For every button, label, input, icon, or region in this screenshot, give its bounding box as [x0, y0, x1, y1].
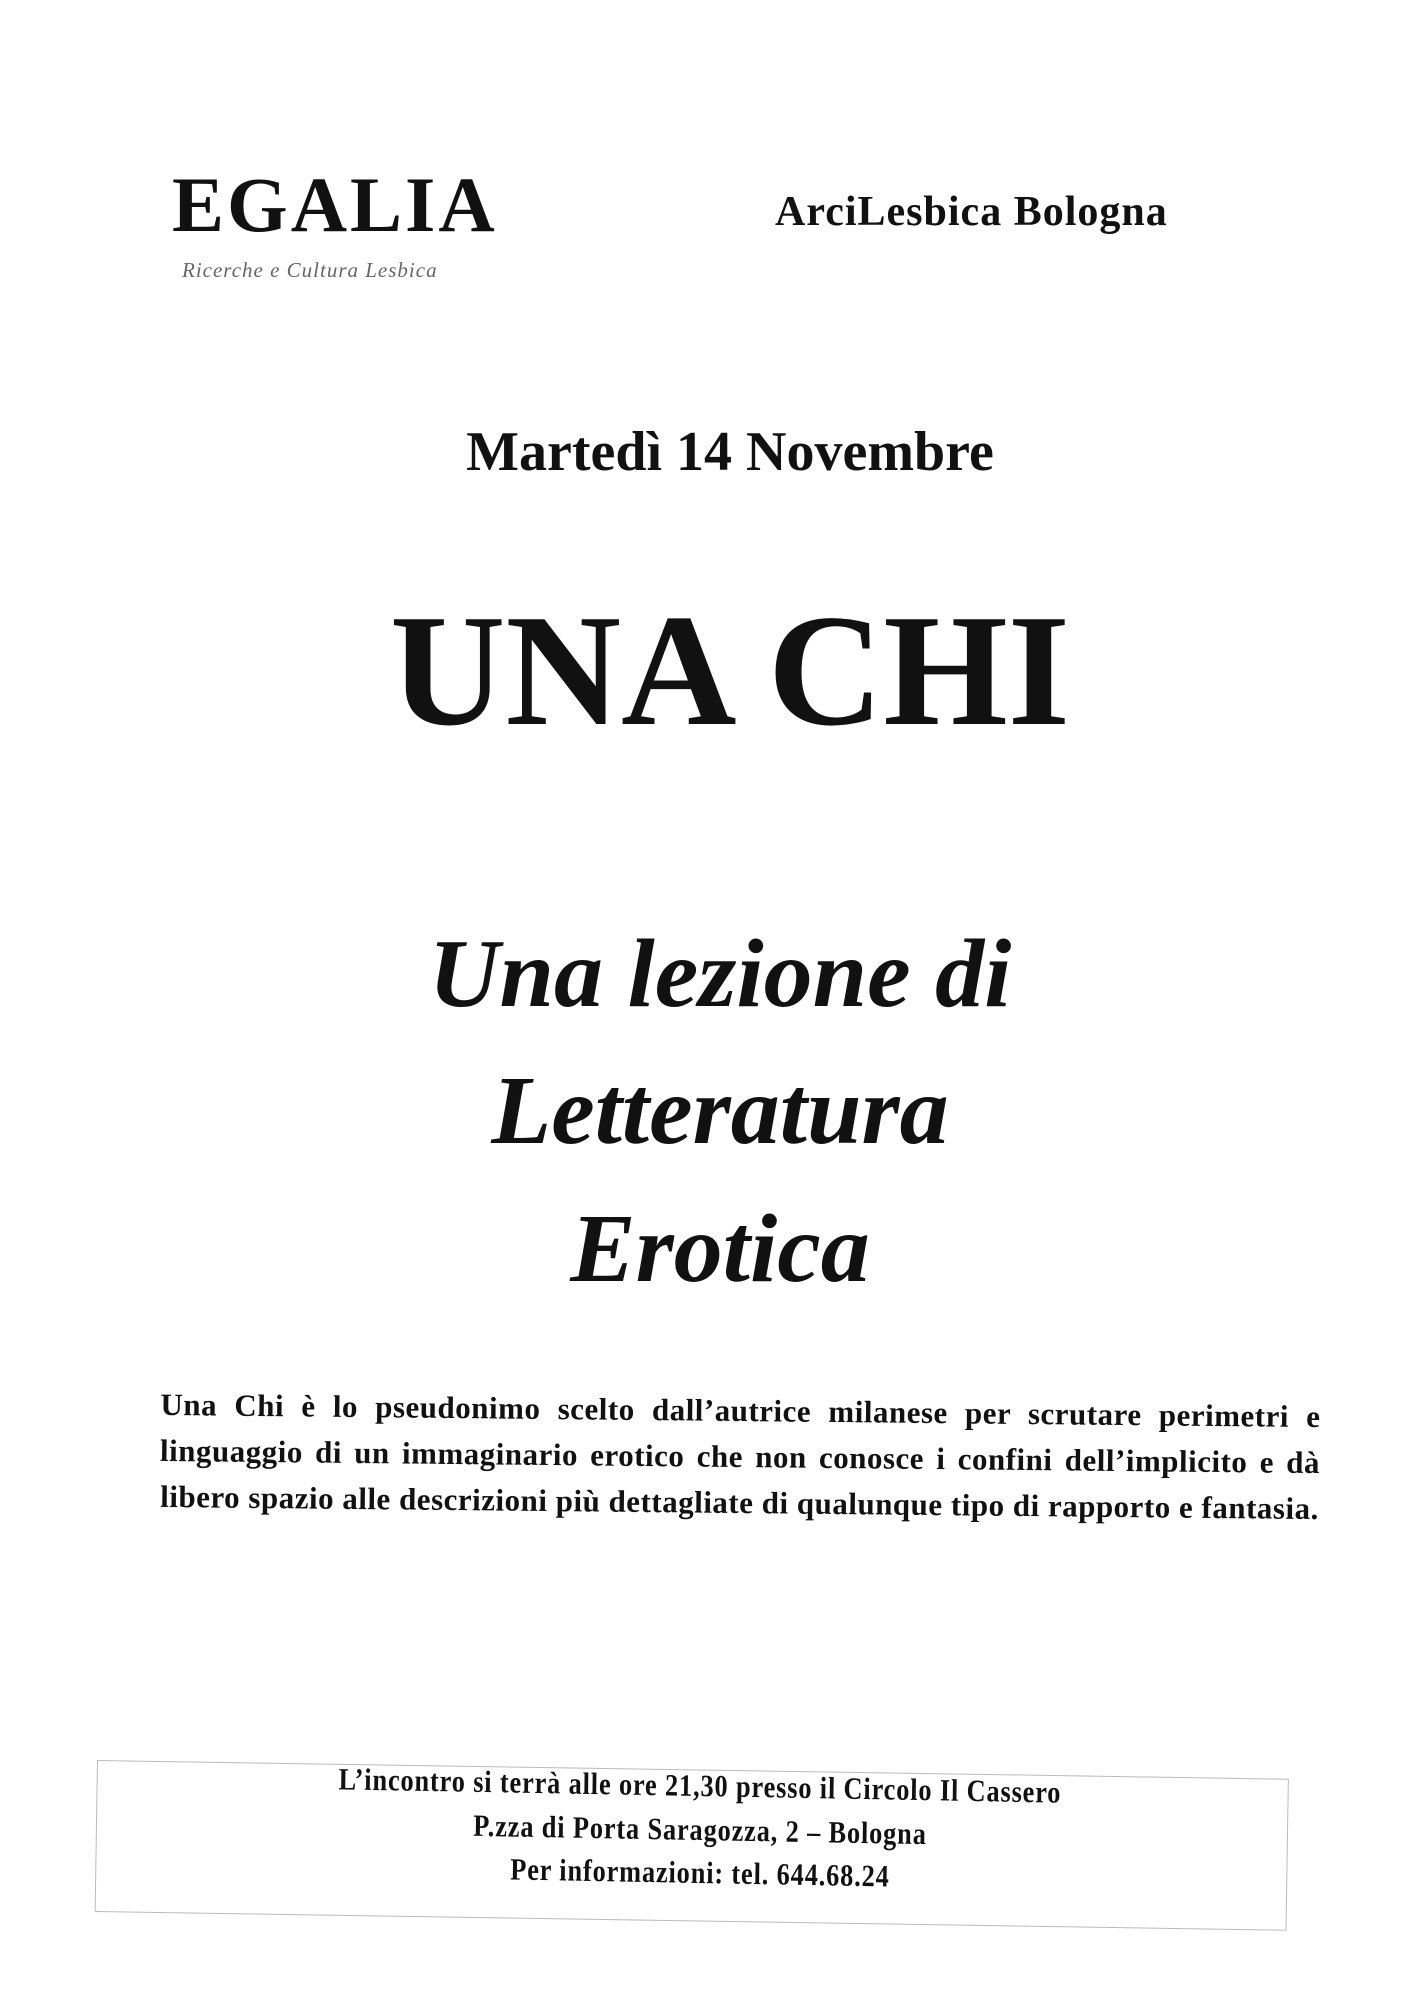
info-line-phone: Per informazioni: tel. 644.68.24	[510, 1851, 890, 1894]
event-date: Martedì 14 Novembre	[466, 421, 994, 483]
event-subtitle-line: Letteratura	[491, 1057, 949, 1165]
info-line-address: P.zza di Porta Saragozza, 2 – Bologna	[473, 1807, 927, 1852]
info-line-time-venue: L’incontro si terrà alle ore 21,30 presso il Circolo Il Cassero	[338, 1761, 1062, 1810]
event-title: UNA CHI	[389, 581, 1071, 759]
egalia-logo-subtitle: Ricerche e Cultura Lesbica	[182, 258, 438, 282]
event-subtitle-line: Erotica	[570, 1195, 870, 1303]
event-description: Una Chi è lo pseudonimo scelto dall’autrice milanese per scrutare perimetri e linguaggio di un immaginario erotico che non conosce i confini dell’implicito e dà libero spazio alle descrizioni più dettagliate di qualunque tipo di rapporto e fantasia.	[159, 1386, 1321, 1527]
event-subtitle-line: Una lezione di	[428, 920, 1012, 1028]
organization-name: ArciLesbica Bologna	[775, 189, 1168, 235]
egalia-logo-title: EGALIA	[172, 161, 498, 248]
